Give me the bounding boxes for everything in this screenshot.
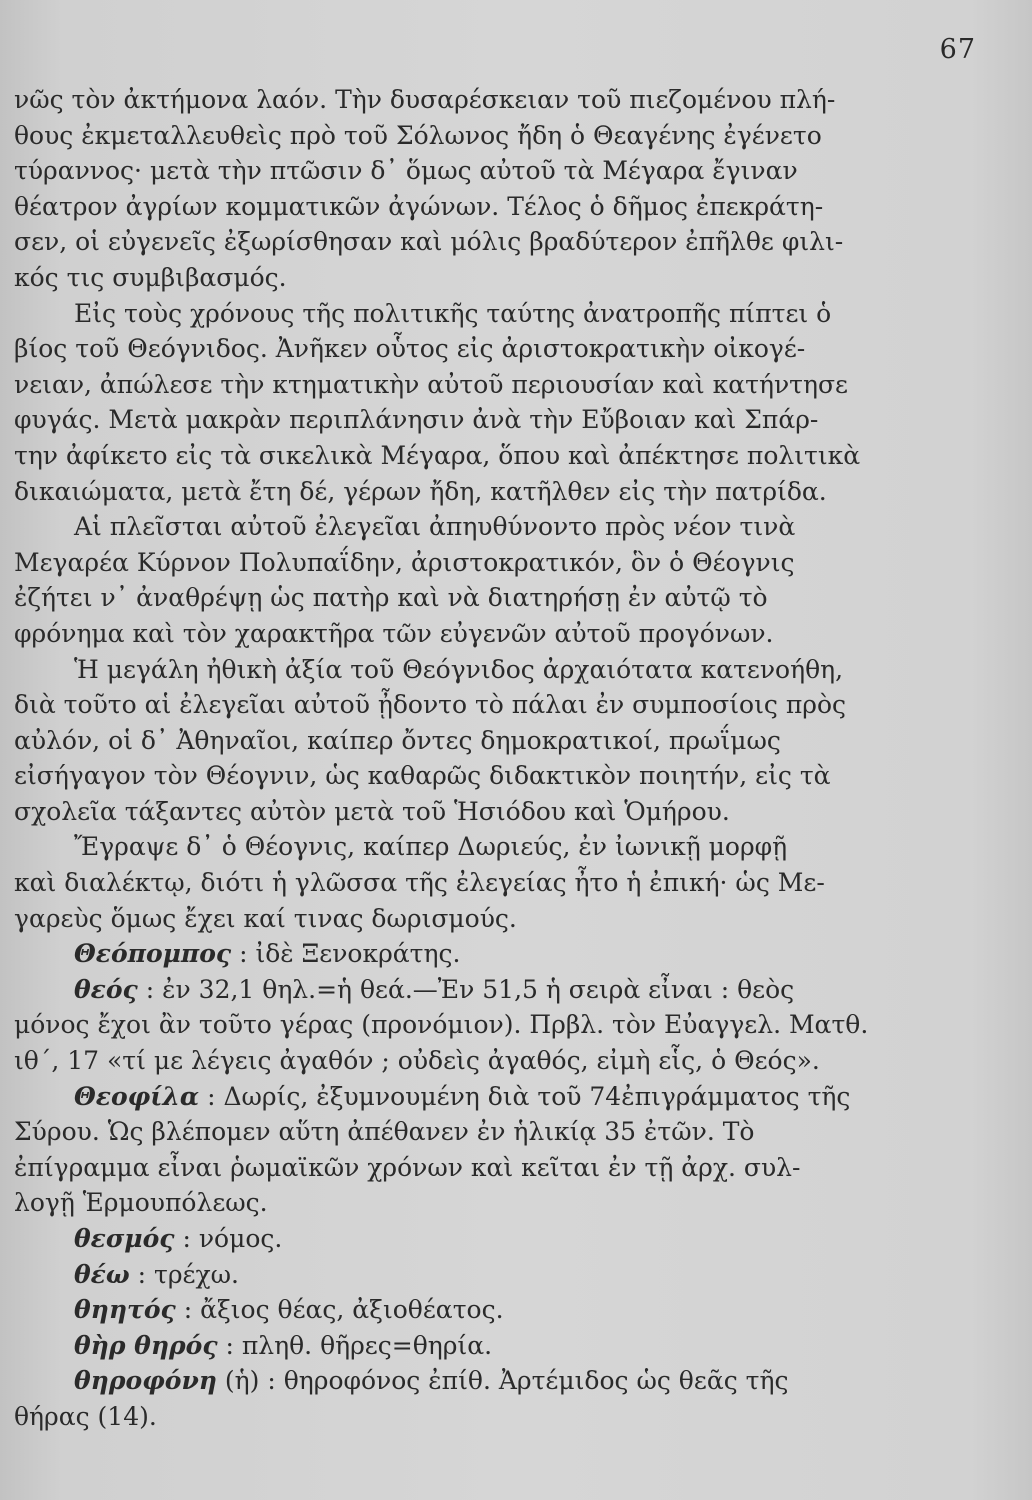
glossary-lemma: Θεοφίλα — [74, 1081, 200, 1111]
line-text: (ἡ) : θηροφόνος ἐπίθ. Ἀρτέμιδος ὡς θεᾶς τῆς — [216, 1366, 789, 1396]
glossary-lemma: Θεόπομπος — [74, 939, 232, 969]
text-line — [14, 82, 914, 118]
text-line — [14, 901, 914, 937]
text-line — [14, 652, 914, 688]
line-text: διὰ τοῦτο αἱ ἐλεγεῖαι αὐτοῦ ᾖδοντο τὸ πάλαι ἐν συμποσίοις πρὸς — [14, 690, 846, 720]
line-text: θους ἐκμεταλλευθεὶς πρὸ τοῦ Σόλωνος ἤδη ὁ Θεαγένης ἐγένετο — [14, 120, 822, 150]
line-text: : τρέχω. — [129, 1259, 239, 1289]
line-text: Ἔγραψε δ᾽ ὁ Θέογνις, καίπερ Δωριεύς, ἐν ἰωνικῇ μορφῇ — [74, 832, 788, 862]
text-line — [14, 1257, 914, 1293]
line-text: αὐλόν, οἱ δ᾽ Ἀθηναῖοι, καίπερ ὄντες δημοκρατικοί, πρωΐμως — [14, 725, 781, 755]
line-text: Ἡ μεγάλη ἠθικὴ ἀξία τοῦ Θεόγνιδος ἀρχαιότατα κατενοήθη, — [74, 654, 844, 684]
line-text: τύραννος· μετὰ τὴν πτῶσιν δ᾽ ὅμως αὐτοῦ τὰ Μέγαρα ἔγιναν — [14, 156, 798, 186]
text-line — [14, 1043, 914, 1079]
text-line — [14, 509, 914, 545]
line-text: εἰσήγαγον τὸν Θέογνιν, ὡς καθαρῶς διδακτικὸν ποιητήν, εἰς τὰ — [14, 761, 831, 791]
text-line — [14, 1007, 914, 1043]
line-text: μόνος ἔχοι ἂν τοῦτο γέρας (προνόμιον). Πρβλ. τὸν Εὐαγγελ. Ματθ. — [14, 1010, 869, 1040]
text-line — [14, 474, 914, 510]
text-line — [14, 224, 914, 260]
text-line — [14, 189, 914, 225]
text-line — [14, 865, 914, 901]
text-line — [14, 794, 914, 830]
line-text: γαρεὺς ὅμως ἔχει καί τινας δωρισμούς. — [14, 903, 517, 933]
glossary-lemma: θεός — [74, 974, 138, 1004]
line-text: θέατρον ἀγρίων κομματικῶν ἀγώνων. Τέλος ὁ δῆμος ἐπεκράτη- — [14, 191, 824, 221]
text-line — [14, 758, 914, 794]
line-text: φρόνημα καὶ τὸν χαρακτῆρα τῶν εὐγενῶν αὐτοῦ προγόνων. — [14, 618, 774, 648]
text-line — [14, 1363, 914, 1399]
line-text: : ἄξιος θέας, ἀξιοθέατος. — [175, 1295, 504, 1325]
line-text: ἐζήτει ν᾽ ἀναθρέψῃ ὡς πατὴρ καὶ νὰ διατηρήσῃ ἐν αὐτῷ τὸ — [14, 583, 768, 613]
text-line — [14, 331, 914, 367]
text-line — [14, 723, 914, 759]
text-line — [14, 1292, 914, 1328]
text-line — [14, 580, 914, 616]
body-text — [14, 82, 914, 1435]
line-text: νῶς τὸν ἀκτήμονα λαόν. Τὴν δυσαρέσκειαν τοῦ πιεζομένου πλή- — [14, 85, 836, 114]
line-text: Μεγαρέα Κύρνον Πολυπαΐδην, ἀριστοκρατικόν, ὃν ὁ Θέογνις — [14, 547, 795, 577]
text-line — [14, 616, 914, 652]
glossary-lemma: θηητός — [74, 1295, 176, 1325]
line-text: σχολεῖα τάξαντες αὐτὸν μετὰ τοῦ Ἡσιόδου καὶ Ὁμήρου. — [14, 796, 730, 826]
text-line — [14, 972, 914, 1008]
text-line — [14, 1185, 914, 1221]
text-line — [14, 829, 914, 865]
line-text: καὶ διαλέκτῳ, διότι ἡ γλῶσσα τῆς ἐλεγείας ἦτο ἡ ἐπική· ὡς Με- — [14, 868, 825, 898]
line-text: λογῇ Ἑρμουπόλεως. — [14, 1188, 268, 1218]
text-line — [14, 1399, 914, 1435]
line-text: σεν, οἱ εὐγενεῖς ἐξωρίσθησαν καὶ μόλις βραδύτερον ἐπῆλθε φιλι- — [14, 227, 844, 257]
text-line — [14, 402, 914, 438]
line-text: : πληθ. θῆρες=θηρία. — [217, 1330, 493, 1360]
text-line — [14, 1221, 914, 1257]
text-line — [14, 1114, 914, 1150]
line-text: Αἱ πλεῖσται αὐτοῦ ἐλεγεῖαι ἀπηυθύνοντο πρὸς νέον τινὰ — [74, 512, 796, 542]
glossary-lemma: θηροφόνη — [74, 1366, 217, 1396]
line-text: : ἐν 32,1 θηλ.=ἡ θεά.—Ἐν 51,5 ἡ σειρὰ εἶναι : θεὸς — [137, 974, 795, 1004]
line-text: την ἀφίκετο εἰς τὰ σικελικὰ Μέγαρα, ὅπου καὶ ἀπέκτησε πολιτικὰ — [14, 440, 861, 470]
line-text: Εἰς τοὺς χρόνους τῆς πολιτικῆς ταύτης ἀνατροπῆς πίπτει ὁ — [74, 298, 832, 328]
text-line — [14, 545, 914, 581]
text-line — [14, 367, 914, 403]
line-text: ἐπίγραμμα εἶναι ῥωμαϊκῶν χρόνων καὶ κεῖται ἐν τῇ ἀρχ. συλ- — [14, 1152, 801, 1182]
text-line — [14, 936, 914, 972]
text-line — [14, 118, 914, 154]
page-number: 67 — [939, 34, 976, 65]
line-text: : ἰδὲ Ξενοκράτης. — [231, 939, 461, 969]
text-line — [14, 687, 914, 723]
text-line — [14, 1079, 914, 1115]
line-text: : νόμος. — [174, 1224, 283, 1253]
text-line — [14, 1328, 914, 1364]
line-text: φυγάς. Μετὰ μακρὰν περιπλάνησιν ἀνὰ τὴν Εὔβοιαν καὶ Σπάρ- — [14, 405, 819, 435]
line-text: βίος τοῦ Θεόγνιδος. Ἀνῆκεν οὗτος εἰς ἀριστοκρατικὴν οἰκογέ- — [14, 334, 806, 364]
text-line — [14, 438, 914, 474]
text-line — [14, 296, 914, 332]
line-text: ιθ΄, 17 «τί με λέγεις ἀγαθόν ; οὐδεὶς ἀγαθός, εἰμὴ εἷς, ὁ Θεός». — [14, 1046, 820, 1076]
line-text: κός τις συμβιβασμός. — [14, 262, 287, 292]
text-line — [14, 260, 914, 296]
line-text: δικαιώματα, μετὰ ἔτη δέ, γέρων ἤδη, κατῆλθεν εἰς τὴν πατρίδα. — [14, 476, 827, 506]
line-text: θήρας (14). — [14, 1401, 157, 1431]
line-text: : Δωρίς, ἐξυμνουμένη διὰ τοῦ 74ἐπιγράμματος τῆς — [199, 1081, 851, 1111]
glossary-lemma: θεσμός — [74, 1224, 175, 1253]
line-text: νειαν, ἀπώλεσε τὴν κτηματικὴν αὐτοῦ περιουσίαν καὶ κατήντησε — [14, 369, 849, 399]
text-line — [14, 1150, 914, 1186]
glossary-lemma: θὴρ θηρός — [74, 1330, 218, 1360]
line-text: Σύρου. Ὡς βλέπομεν αὕτη ἀπέθανεν ἐν ἡλικίᾳ 35 ἐτῶν. Τὸ — [14, 1117, 755, 1147]
glossary-lemma: θέω — [74, 1259, 130, 1289]
text-line — [14, 153, 914, 189]
